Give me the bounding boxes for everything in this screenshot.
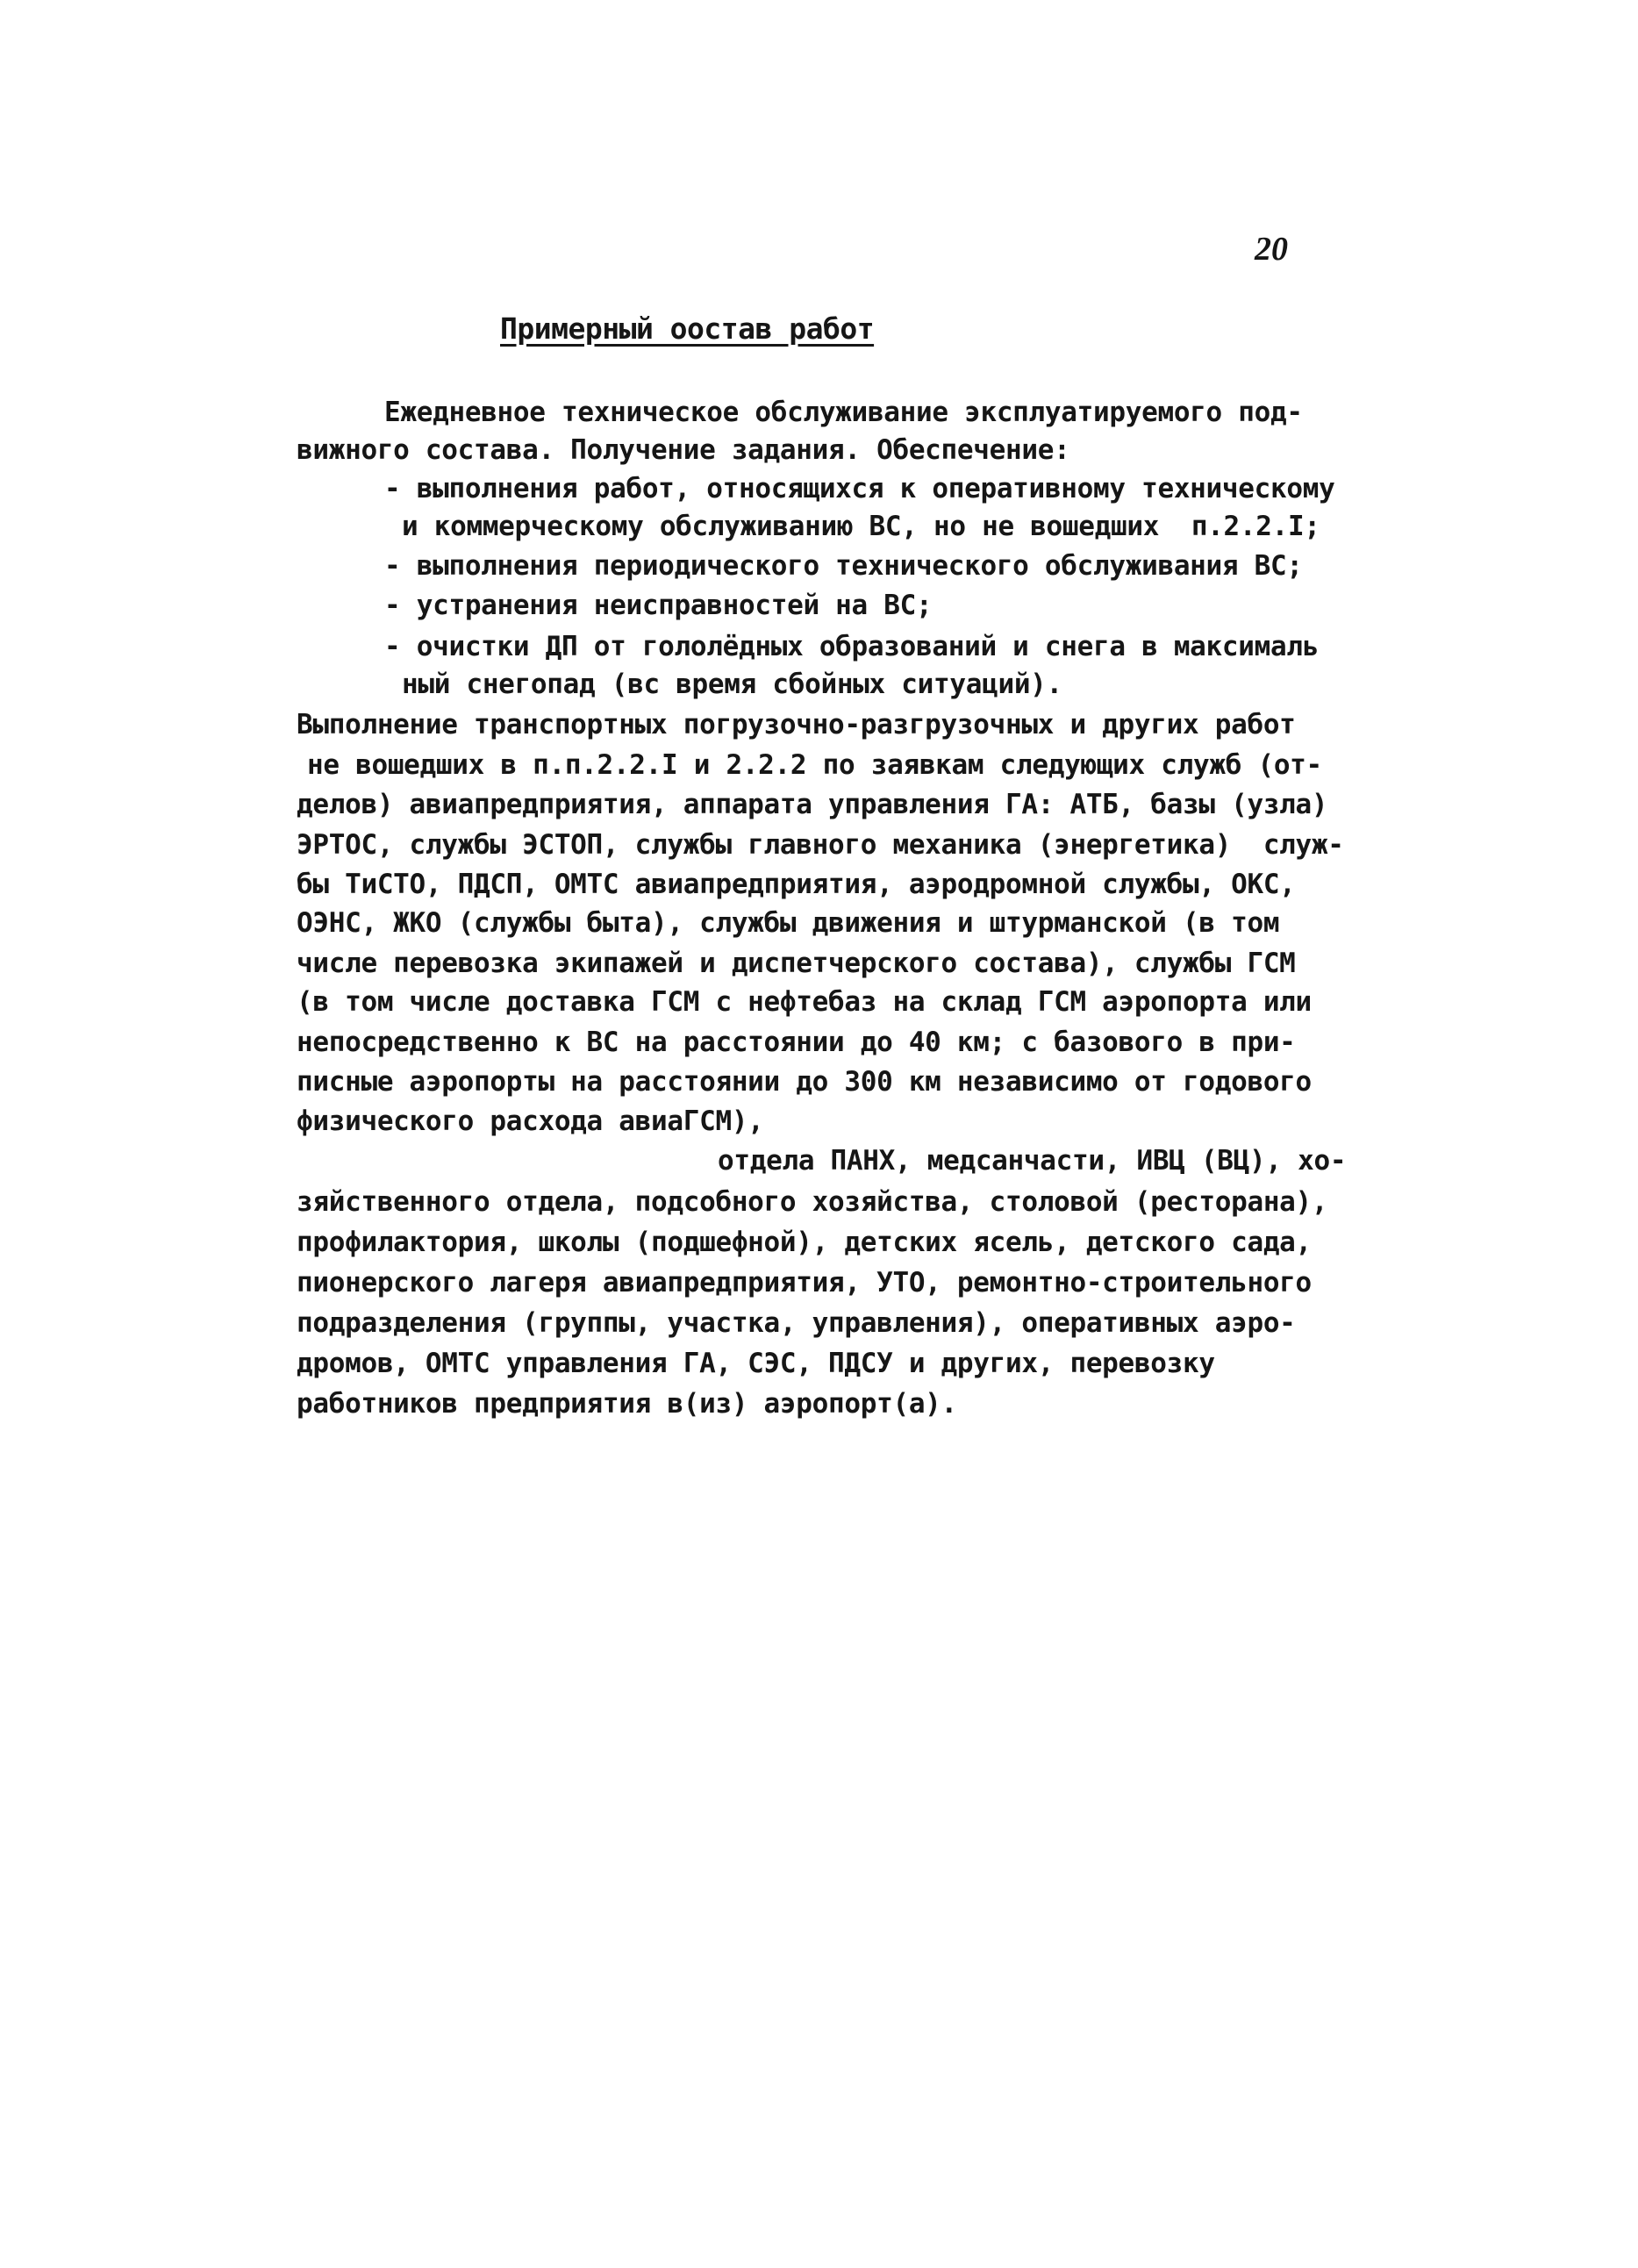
text-line: писные аэропорты на расстоянии до 300 км независимо от годового xyxy=(297,1066,1312,1098)
text-line: профилактория, школы (подшефной), детских ясель, детского сада, xyxy=(297,1227,1312,1258)
text-line: подразделения (группы, участка, управления), оперативных аэро- xyxy=(297,1307,1296,1339)
text-line: бы ТиСТО, ПДСП, ОМТС авиапредприятия, аэродромной службы, ОКС, xyxy=(297,869,1296,900)
text-line: Ежедневное техническое обслуживание эксплуатируемого под- xyxy=(384,397,1303,428)
text-line: работников предприятия в(из) аэропорт(а). xyxy=(297,1388,957,1420)
text-line: не вошедших в п.п.2.2.I и 2.2.2 по заявкам следующих служб (от- xyxy=(307,749,1322,781)
text-line: - выполнения работ, относящихся к оперативному техническому xyxy=(384,473,1335,504)
text-line: дромов, ОМТС управления ГА, СЭС, ПДСУ и других, перевозку xyxy=(297,1348,1215,1379)
text-line: числе перевозка экипажей и диспетчерского состава), службы ГСМ xyxy=(297,948,1296,979)
text-line: физического расхода авиаГСМ), xyxy=(297,1105,764,1137)
text-line: - выполнения периодического технического обслуживания ВС; xyxy=(384,550,1303,582)
text-line: ный снегопад (вс время сбойных ситуаций). xyxy=(402,669,1062,700)
text-line: - устранения неисправностей на ВС; xyxy=(384,590,933,621)
section-title: Примерный оостав работ xyxy=(500,311,875,346)
text-line: делов) авиапредприятия, аппарата управления ГА: АТБ, базы (узла) xyxy=(297,789,1328,820)
text-line: ЭРТОС, службы ЭСТОП, службы главного механика (энергетика) служ- xyxy=(297,829,1344,861)
text-line: вижного состава. Получение задания. Обеспечение: xyxy=(297,434,1070,466)
text-line: зяйственного отдела, подсобного хозяйства, столовой (ресторана), xyxy=(297,1186,1328,1218)
text-line: ОЭНС, ЖКО (службы быта), службы движения и штурманской (в том xyxy=(297,907,1280,939)
text-line: - очистки ДП от гололёдных образований и снега в максималь xyxy=(384,631,1320,662)
text-line: непосредственно к ВС на расстоянии до 40 км; с базового в при- xyxy=(297,1027,1296,1058)
text-line: пионерского лагеря авиапредприятия, УТО, ремонтно-строительного xyxy=(297,1267,1312,1299)
text-line: отдела ПАНХ, медсанчасти, ИВЦ (ВЦ), хо- xyxy=(718,1145,1347,1177)
text-line: и коммерческому обслуживанию ВС, но не вошедших п.2.2.I; xyxy=(402,511,1320,542)
text-line: (в том числе доставка ГСМ с нефтебаз на склад ГСМ аэропорта или xyxy=(297,986,1312,1018)
page-number: 20 xyxy=(1255,231,1288,268)
text-line: Выполнение транспортных погрузочно-разгрузочных и других работ xyxy=(297,709,1296,740)
